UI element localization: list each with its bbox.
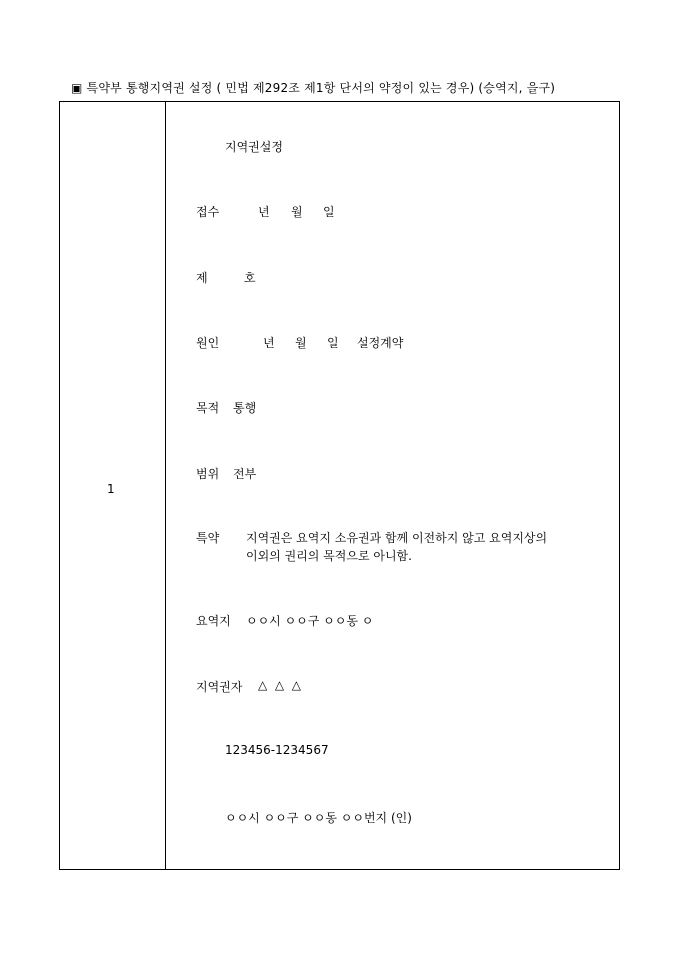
cause-year: 년	[263, 336, 275, 350]
holder-line	[196, 678, 301, 695]
cause-label: 원인	[196, 336, 220, 350]
title-text: 특약부 통행지역권 설정 ( 민법 제292조 제1항 단서의 약정이 있는 경우) (승역지, 을구)	[86, 81, 556, 95]
cause-month: 월	[295, 336, 307, 350]
registry-table	[59, 101, 620, 870]
reg-no-line	[196, 269, 256, 286]
receipt-day: 일	[323, 205, 335, 219]
receipt-line	[196, 203, 335, 220]
holder-label: 지역권자	[196, 680, 243, 694]
receipt-year: 년	[258, 205, 270, 219]
receipt-month: 월	[291, 205, 303, 219]
column-divider	[165, 102, 166, 869]
scope-value: 전부	[233, 467, 257, 481]
dominant-land-value: ㅇㅇ시 ㅇㅇ구 ㅇㅇ동 ㅇ	[246, 614, 374, 628]
receipt-label: 접수	[196, 205, 220, 219]
cause-text: 설정계약	[357, 336, 404, 350]
objective-label: 목적	[196, 401, 220, 415]
cause-day: 일	[327, 336, 339, 350]
objective-value: 통행	[233, 401, 257, 415]
scope-line	[196, 465, 257, 482]
dominant-land-line	[196, 612, 374, 629]
reg-no-label: 제	[196, 271, 208, 285]
cause-line	[196, 334, 404, 351]
special-label: 특약	[196, 531, 220, 545]
holder-value: △ △ △	[258, 678, 301, 692]
scope-label: 범위	[196, 467, 220, 481]
purpose-title: 지역권설정	[225, 140, 283, 154]
entry-number: 1	[107, 482, 115, 496]
dominant-land-label: 요역지	[196, 614, 231, 628]
special-text-1: 지역권은 요역지 소유권과 함께 이전하지 않고 요역지상의	[246, 531, 548, 545]
reg-no-suffix: 호	[244, 271, 256, 285]
document-title	[71, 79, 555, 96]
special-line-1	[196, 529, 548, 546]
square-bullet-icon: ▣	[71, 81, 83, 95]
id-number: 123456-1234567	[225, 743, 329, 757]
special-text-2: 이외의 권리의 목적으로 아니함.	[246, 549, 412, 563]
holder-address: ㅇㅇ시 ㅇㅇ구 ㅇㅇ동 ㅇㅇ번지 (인)	[225, 811, 412, 825]
objective-line	[196, 399, 257, 416]
